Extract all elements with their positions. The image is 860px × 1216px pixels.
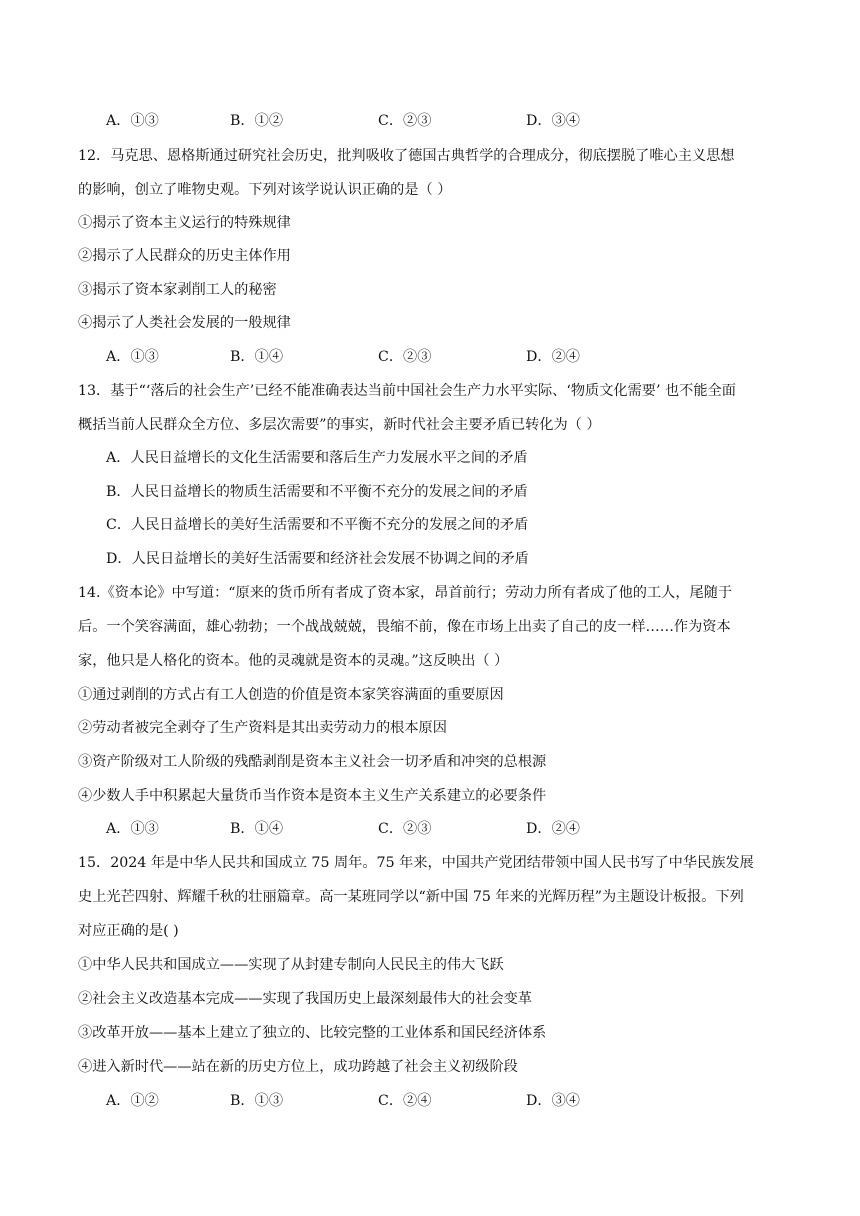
q15-statement-3: ③改革开放——基本上建立了独立的、比较完整的工业体系和国民经济体系	[78, 1025, 547, 1041]
q15-option-d: D．③④	[526, 1093, 580, 1109]
q12-stem-line1: 12．马克思、恩格斯通过研究社会历史，批判吸收了德国古典哲学的合理成分，彻底摆脱了唯心主义思想	[78, 148, 735, 164]
q15-option-c: C．②④	[378, 1093, 432, 1109]
q14-stem-line3: 家，他只是人格化的资本。他的灵魂就是资本的灵魂。”这反映出（ ）	[78, 653, 509, 669]
q14-statement-3: ③资产阶级对工人阶级的残酷剥削是资本主义社会一切矛盾和冲突的总根源	[78, 754, 547, 770]
q12-stem-line2: 的影响，创立了唯物史观。下列对该学说认识正确的是（ ）	[78, 182, 452, 198]
q13-stem-line2: 概括当前人民群众全方位、多层次需要”的事实，新时代社会主要矛盾已转化为（ ）	[78, 417, 601, 433]
q15-option-b: B．①③	[230, 1093, 284, 1109]
q12-option-a: A．①③	[106, 349, 159, 365]
q15-statement-2: ②社会主义改造基本完成——实现了我国历史上最深刻最伟大的社会变革	[78, 991, 533, 1007]
q12-options	[106, 347, 666, 367]
q15-options	[106, 1091, 666, 1111]
q15-stem-line2: 史上光芒四射、辉耀千秋的壮丽篇章。高一某班同学以“新中国 75 年来的光辉历程”为主题设计板报。下列	[78, 889, 744, 905]
q12-statement-1: ①揭示了资本主义运行的特殊规律	[78, 215, 291, 231]
q12-statement-2: ②揭示了人民群众的历史主体作用	[78, 248, 291, 264]
q14-option-c: C．②③	[378, 821, 432, 837]
q15-statement-1: ①中华人民共和国成立——实现了从封建专制向人民民主的伟大飞跃	[78, 957, 504, 973]
q15-stem-line1: 15．2024 年是中华人民共和国成立 75 周年。75 年来，中国共产党团结带领中国人民书写了中华民族发展	[78, 855, 754, 871]
q11-option-a: A．①③	[106, 113, 159, 129]
q14-option-d: D．②④	[526, 821, 580, 837]
q14-option-b: B．①④	[230, 821, 284, 837]
q13-choice-d: D．人民日益增长的美好生活需要和经济社会发展不协调之间的矛盾	[106, 551, 529, 567]
q12-option-d: D．②④	[526, 349, 580, 365]
q13-choice-c: C．人民日益增长的美好生活需要和不平衡不充分的发展之间的矛盾	[106, 517, 529, 533]
q13-choice-b: B．人民日益增长的物质生活需要和不平衡不充分的发展之间的矛盾	[106, 484, 528, 500]
q14-stem-line2: 后。一个笑容满面，雄心勃勃；一个战战兢兢，畏缩不前，像在市场上出卖了自己的皮一样……作为资本	[78, 619, 731, 635]
q11-option-b: B．①②	[230, 113, 284, 129]
q12-option-b: B．①④	[230, 349, 284, 365]
q14-statement-4: ④少数人手中积累起大量货币当作资本是资本主义生产关系建立的必要条件	[78, 788, 547, 804]
q11-option-c: C．②③	[378, 113, 432, 129]
q13-choice-a: A．人民日益增长的文化生活需要和落后生产力发展水平之间的矛盾	[106, 450, 528, 466]
q14-options	[106, 819, 666, 839]
q14-stem-line1: 14.《资本论》中写道：“原来的货币所有者成了资本家，昂首前行；劳动力所有者成了他的工人，尾随于	[78, 585, 733, 601]
q12-statement-3: ③揭示了资本家剥削工人的秘密	[78, 282, 277, 298]
q15-stem-line3: 对应正确的是( )	[78, 923, 179, 939]
q12-statement-4: ④揭示了人类社会发展的一般规律	[78, 315, 291, 331]
q14-statement-1: ①通过剥削的方式占有工人创造的价值是资本家笑容满面的重要原因	[78, 687, 504, 703]
q14-option-a: A．①③	[106, 821, 159, 837]
q14-statement-2: ②劳动者被完全剥夺了生产资料是其出卖劳动力的根本原因	[78, 720, 447, 736]
q13-stem-line1: 13．基于“‘落后的社会生产’已经不能准确表达当前中国社会生产力水平实际、‘物质文化需要’ 也不能全面	[78, 383, 736, 399]
q15-statement-4: ④进入新时代——站在新的历史方位上，成功跨越了社会主义初级阶段	[78, 1059, 518, 1075]
q11-option-d: D．③④	[526, 113, 580, 129]
q11-options	[106, 111, 666, 131]
q12-option-c: C．②③	[378, 349, 432, 365]
q15-option-a: A．①②	[106, 1093, 159, 1109]
